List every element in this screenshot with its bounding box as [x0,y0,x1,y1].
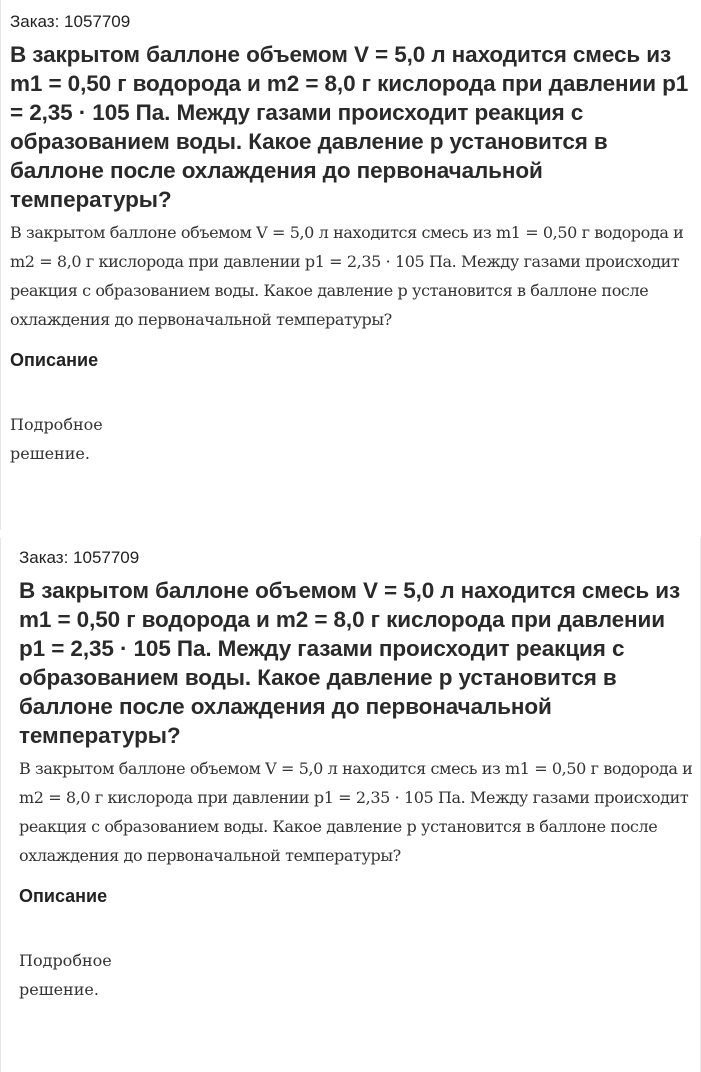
order-card-1 [0,0,701,530]
problem-title: В закрытом баллоне объемом V = 5,0 л находится смесь из m1 = 0,50 г водорода и m2 = 8,0 г кислорода при давлении p1 = 2,35 · 105 Па. Между газами происходит реакция с образованием воды. Какое давление p установится в баллоне после охлаждения до первоначальной температуры? [19,578,681,748]
order-number: Заказ: 1057709 [19,548,140,567]
description-text: Подробное решение. [19,951,112,999]
problem-text: В закрытом баллоне объемом V = 5,0 л находится смесь из m1 = 0,50 г водорода и m2 = 8,0 г кислорода при давлении p1 = 2,35 · 105 Па. Между газами происходит реакция с образованием воды. Какое давление p установится в баллоне после охлаждения до первоначальной температуры? [10,223,684,329]
problem-title: В закрытом баллоне объемом V = 5,0 л находится смесь из m1 = 0,50 г водорода и m2 = 8,0 г кислорода при давлении p1 = 2,35 · 105 Па. Между газами происходит реакция с образованием воды. Какое давление p установится в баллоне после охлаждения до первоначальной температуры? [10,42,689,212]
description-heading: Описание [19,886,108,906]
description-text: Подробное решение. [10,415,103,463]
description-heading: Описание [10,350,99,370]
order-card-2 [0,538,701,1072]
order-number: Заказ: 1057709 [10,12,131,31]
problem-text: В закрытом баллоне объемом V = 5,0 л находится смесь из m1 = 0,50 г водорода и m2 = 8,0 г кислорода при давлении p1 = 2,35 · 105 Па. Между газами происходит реакция с образованием воды. Какое давление p установится в баллоне после охлаждения до первоначальной температуры? [19,759,693,865]
